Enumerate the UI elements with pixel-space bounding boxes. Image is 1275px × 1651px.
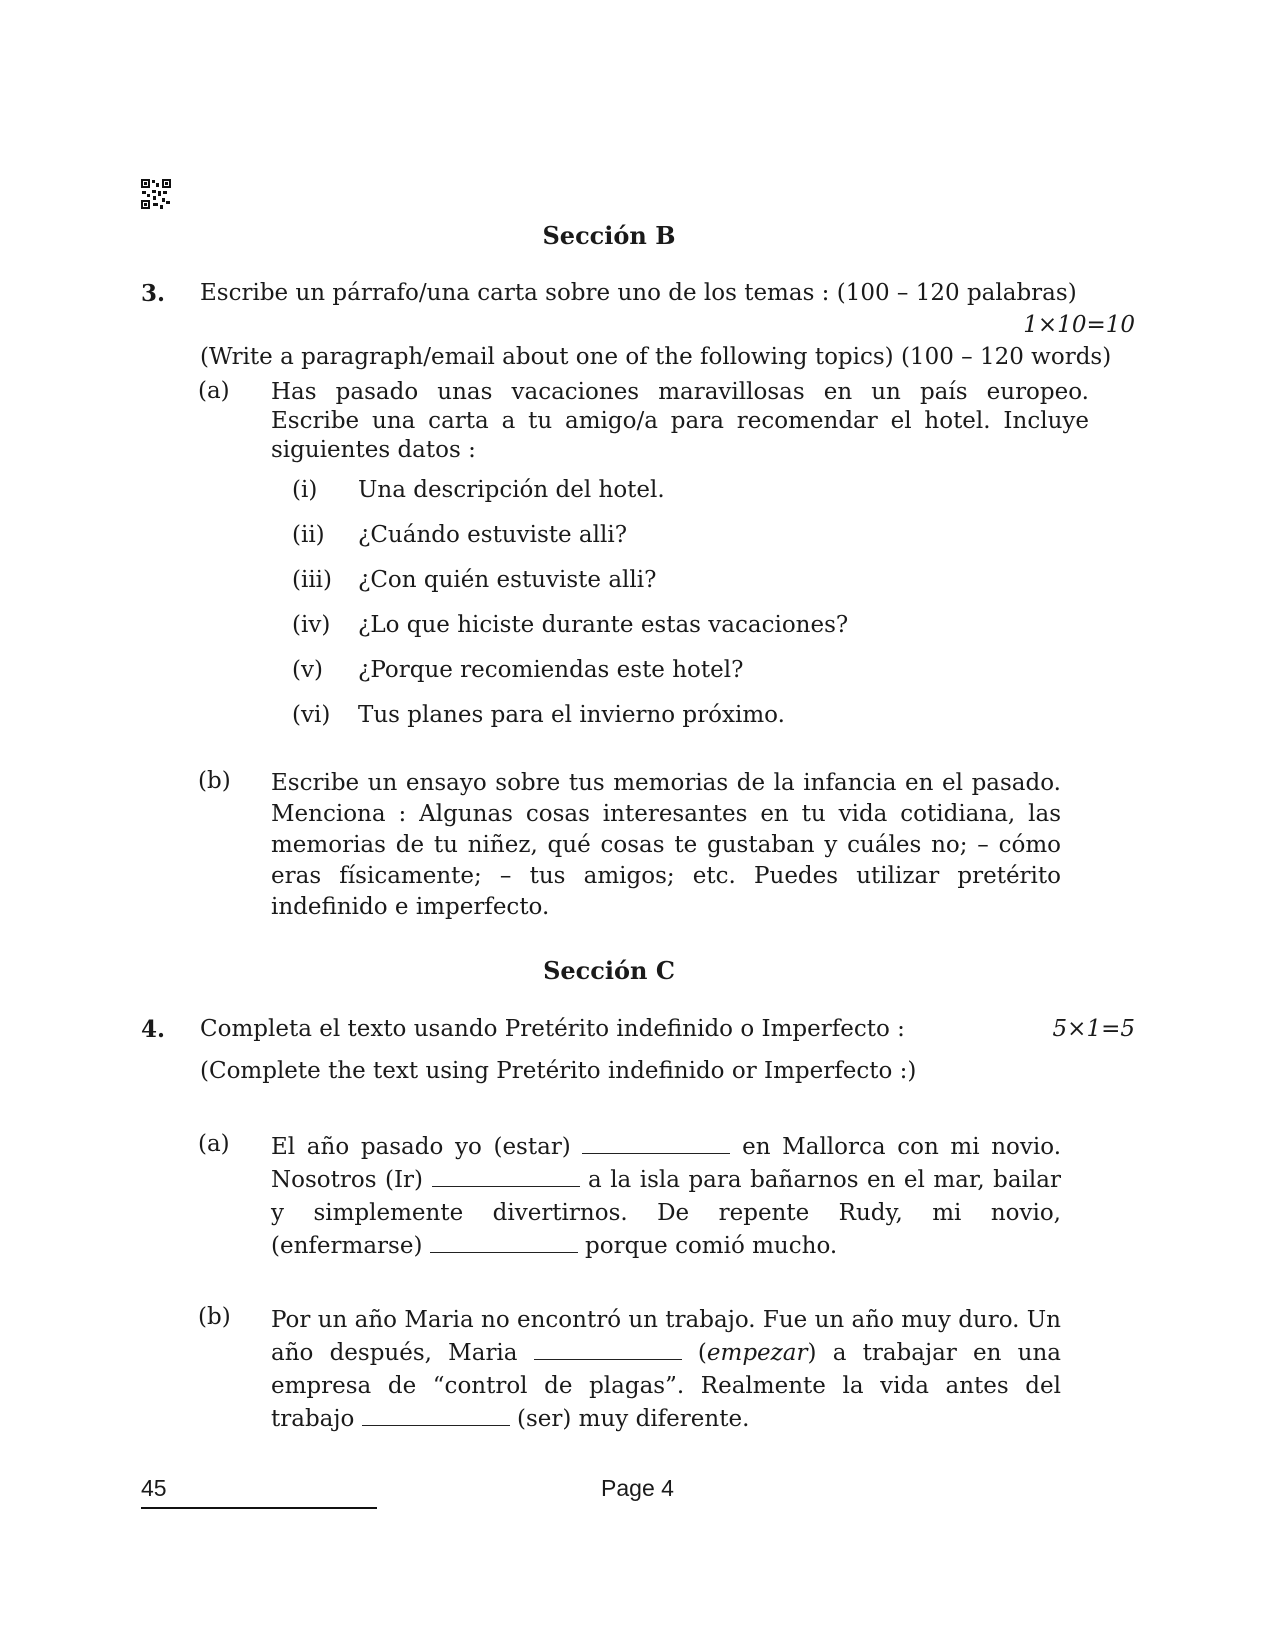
q3-a-item-text: ¿Lo que hiciste durante estas vacaciones? — [358, 612, 849, 638]
q3-a-item-text: Tus planes para el invierno próximo. — [358, 702, 785, 728]
answer-blank[interactable] — [362, 1407, 510, 1426]
q3-instruction-es: Escribe un párrafo/una carta sobre uno de los temas : (100 – 120 palabras) — [200, 280, 1077, 306]
q4-option-a-text — [271, 1131, 1061, 1263]
q3-a-item-label: (ii) — [292, 522, 325, 548]
q4-a-text-4: porque comió mucho. — [585, 1233, 838, 1259]
q4-a-text-2: en Mallorca con mi novio. Nosotros (Ir) — [271, 1134, 1062, 1193]
q4-option-b-text: Por un año Maria no encontró un trabajo. Fue un año muy duro. Un año después, Maria (empezar) a trabajar en una empresa de “control de plagas”. Realmente la vida antes del trabajo (ser) muy diferente. — [271, 1307, 1061, 1432]
answer-blank[interactable] — [582, 1135, 730, 1154]
answer-blank[interactable] — [430, 1234, 578, 1253]
q3-a-item-label: (iv) — [292, 612, 331, 638]
q4-b-text-2: a trabajar en una empresa de “control de plagas”. Realmente la vida antes del trabajo — [271, 1340, 1061, 1432]
answer-blank[interactable] — [432, 1168, 580, 1187]
q3-a-item-text: ¿Cuándo estuviste alli? — [358, 522, 628, 548]
q4-option-a-label: (a) — [198, 1131, 230, 1157]
q4-instruction-en: (Complete the text using Pretérito indefinido or Imperfecto :) — [200, 1058, 917, 1084]
q4-b-text-3: (ser) muy diferente. — [517, 1406, 750, 1432]
q4-b-verb: empezar — [706, 1340, 808, 1366]
answer-blank[interactable] — [534, 1341, 682, 1360]
q3-option-b-text: Escribe un ensayo sobre tus memorias de la infancia en el pasado. Menciona : Algunas cosas interesantes en tu vida cotidiana, las memorias de tu niñez, qué cosas te gustaban y cuáles no; – cómo eras físicamente; – tus amigos; etc. Puedes utilizar pretérito indefinido e imperfecto. — [271, 770, 1061, 920]
q4-a-text-1: El año pasado yo (estar) — [271, 1134, 571, 1160]
page-number: Page 4 — [601, 1475, 674, 1501]
q3-a-item-text: Una descripción del hotel. — [358, 477, 665, 503]
q3-option-a-text: Has pasado unas vacaciones maravillosas en un país europeo. Escribe una carta a tu amigo/a para recomendar el hotel. Incluye siguientes datos : — [271, 379, 1089, 463]
question-number-4: 4. — [141, 1016, 166, 1043]
q3-a-item-label: (iii) — [292, 567, 333, 593]
section-b-heading: Sección B — [542, 221, 676, 250]
q4-option-b-label: (b) — [198, 1304, 231, 1330]
question-number-3: 3. — [141, 280, 166, 307]
section-c-heading: Sección C — [543, 956, 675, 985]
q3-a-item-text: ¿Porque recomiendas este hotel? — [358, 657, 744, 683]
q3-option-a-label: (a) — [198, 378, 230, 404]
q3-a-item-label: (i) — [292, 477, 318, 503]
q4-marks: 5×1=5 — [1052, 1016, 1135, 1042]
q4-instruction-es: Completa el texto usando Pretérito indefinido o Imperfecto : — [200, 1016, 905, 1042]
q3-marks: 1×10=10 — [1023, 312, 1135, 338]
q3-a-item-label: (v) — [292, 657, 323, 683]
paper-code: 45 — [141, 1475, 167, 1501]
q3-a-item-label: (vi) — [292, 702, 331, 728]
q3-instruction-en: (Write a paragraph/email about one of the following topics) (100 – 120 words) — [200, 344, 1112, 370]
q4-a-text-3: a la isla para bañarnos en el mar, bailar y simplemente divertirnos. De repente Rudy, mi novio, (enfermarse) — [271, 1167, 1061, 1259]
footer-divider — [141, 1507, 377, 1509]
q4-b-text-1: Por un año Maria no encontró un trabajo. Fue un año muy duro. Un año después, Maria — [271, 1307, 1061, 1366]
q3-option-b-label: (b) — [198, 768, 231, 794]
qr-code-icon — [141, 179, 171, 209]
q3-a-item-text: ¿Con quién estuviste alli? — [358, 567, 657, 593]
